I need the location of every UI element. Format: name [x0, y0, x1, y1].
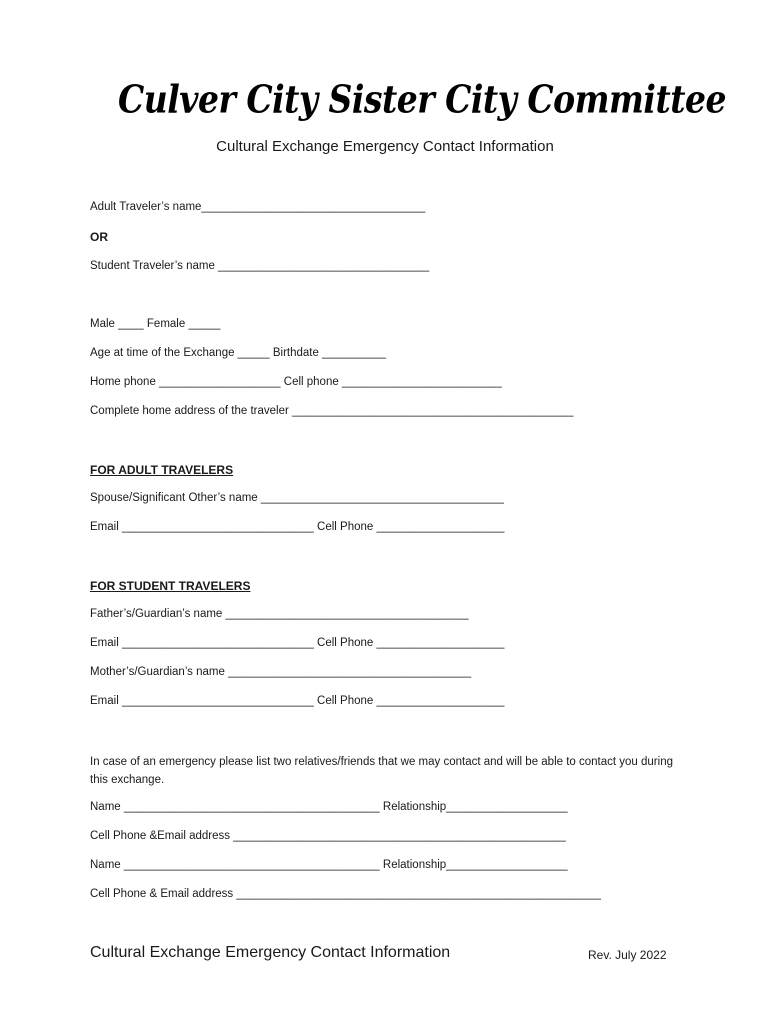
- contact1-name-field: Name ________________________________________ Relationship___________________: [90, 801, 568, 813]
- student-section-heading: FOR STUDENT TRAVELERS: [90, 579, 251, 593]
- father-name-field: Father’s/Guardian’s name ______________________________________: [90, 608, 469, 620]
- contact2-phone-email-field: Cell Phone & Email address _________________________________________________________: [90, 888, 601, 900]
- committee-logo: Culver City Sister City Committee: [118, 77, 726, 122]
- mother-name-field: Mother’s/Guardian’s name ______________________________________: [90, 666, 472, 678]
- adult-section-heading: FOR ADULT TRAVELERS: [90, 463, 234, 477]
- mother-email-cell-field: Email ______________________________ Cell Phone ____________________: [90, 695, 505, 707]
- revision-date: Rev. July 2022: [588, 948, 667, 962]
- phone-fields: Home phone ___________________ Cell phone _________________________: [90, 376, 502, 388]
- footer-title: Cultural Exchange Emergency Contact Information: [90, 944, 451, 961]
- home-address-field: Complete home address of the traveler ____________________________________________: [90, 405, 574, 417]
- father-email-cell-field: Email ______________________________ Cell Phone ____________________: [90, 637, 505, 649]
- emergency-instructions: In case of an emergency please list two relatives/friends that we may contact and will be able to contact you during this exchange.: [90, 756, 673, 786]
- age-birthdate-field: Age at time of the Exchange _____ Birthdate __________: [90, 347, 387, 359]
- adult-email-cell-field: Email ______________________________ Cell Phone ____________________: [90, 521, 505, 533]
- or-label: OR: [90, 230, 108, 244]
- gender-field: Male ____ Female _____: [90, 318, 221, 330]
- spouse-name-field: Spouse/Significant Other’s name ______________________________________: [90, 492, 504, 504]
- contact1-phone-email-field: Cell Phone &Email address ____________________________________________________: [90, 830, 566, 842]
- student-traveler-name-field: Student Traveler’s name _________________________________: [90, 260, 430, 272]
- page-title: Cultural Exchange Emergency Contact Information: [216, 138, 554, 155]
- adult-traveler-name-field: Adult Traveler’s name___________________________________: [90, 201, 426, 213]
- contact2-name-field: Name ________________________________________ Relationship___________________: [90, 859, 568, 871]
